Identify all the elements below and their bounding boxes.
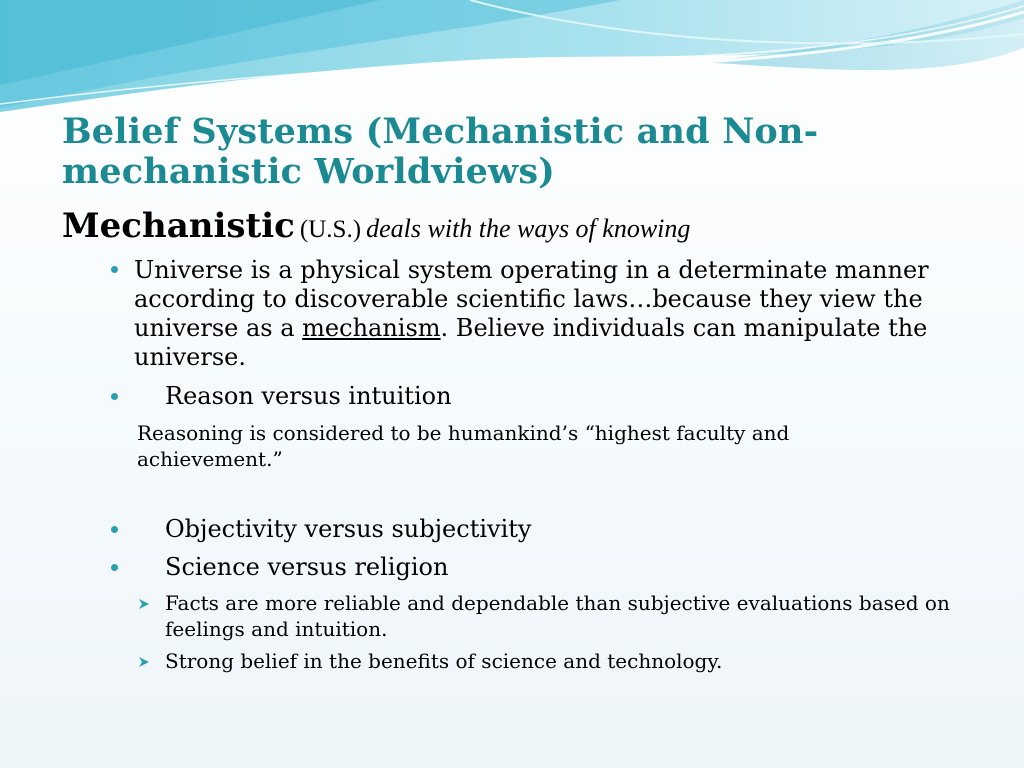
slide-title: Belief Systems (Mechanistic and Non-mechanistic Worldviews) [62,111,819,192]
bullet-reason: Reason versus intuition [165,382,452,410]
arrowhead-icon [137,655,151,669]
bullet-universe-before: Universe is a physical system operating in a determinate manner according to discoverable scientific laws…because they view the universe as a [134,256,929,342]
bullet-universe [134,256,934,372]
bullet-dot-icon [111,564,118,571]
reason-note: Reasoning is considered to be humankind’s “highest faculty and achievement.” [137,421,790,471]
bullet-dot-icon [111,266,118,273]
arrowhead-icon [137,597,151,611]
bullet-dot-icon [111,393,118,400]
bullet-dot-icon [111,526,118,533]
sub-item: Strong belief in the benefits of science and technology. [165,649,723,673]
bullet-science: Science versus religion [165,553,449,581]
bullet-objectivity: Objectivity versus subjectivity [165,515,532,543]
subtitle-paren: (U.S.) [299,216,362,243]
bullet-universe-after: . Believe individuals can manipulate the universe. [134,314,928,371]
subtitle-italic: deals with the ways of knowing [366,214,691,243]
sub-item: Facts are more reliable and dependable than subjective evaluations based on feelings and intuition. [165,591,950,641]
subtitle-main: Mechanistic [62,206,295,246]
bullet-universe-underlined: mechanism [302,314,441,342]
